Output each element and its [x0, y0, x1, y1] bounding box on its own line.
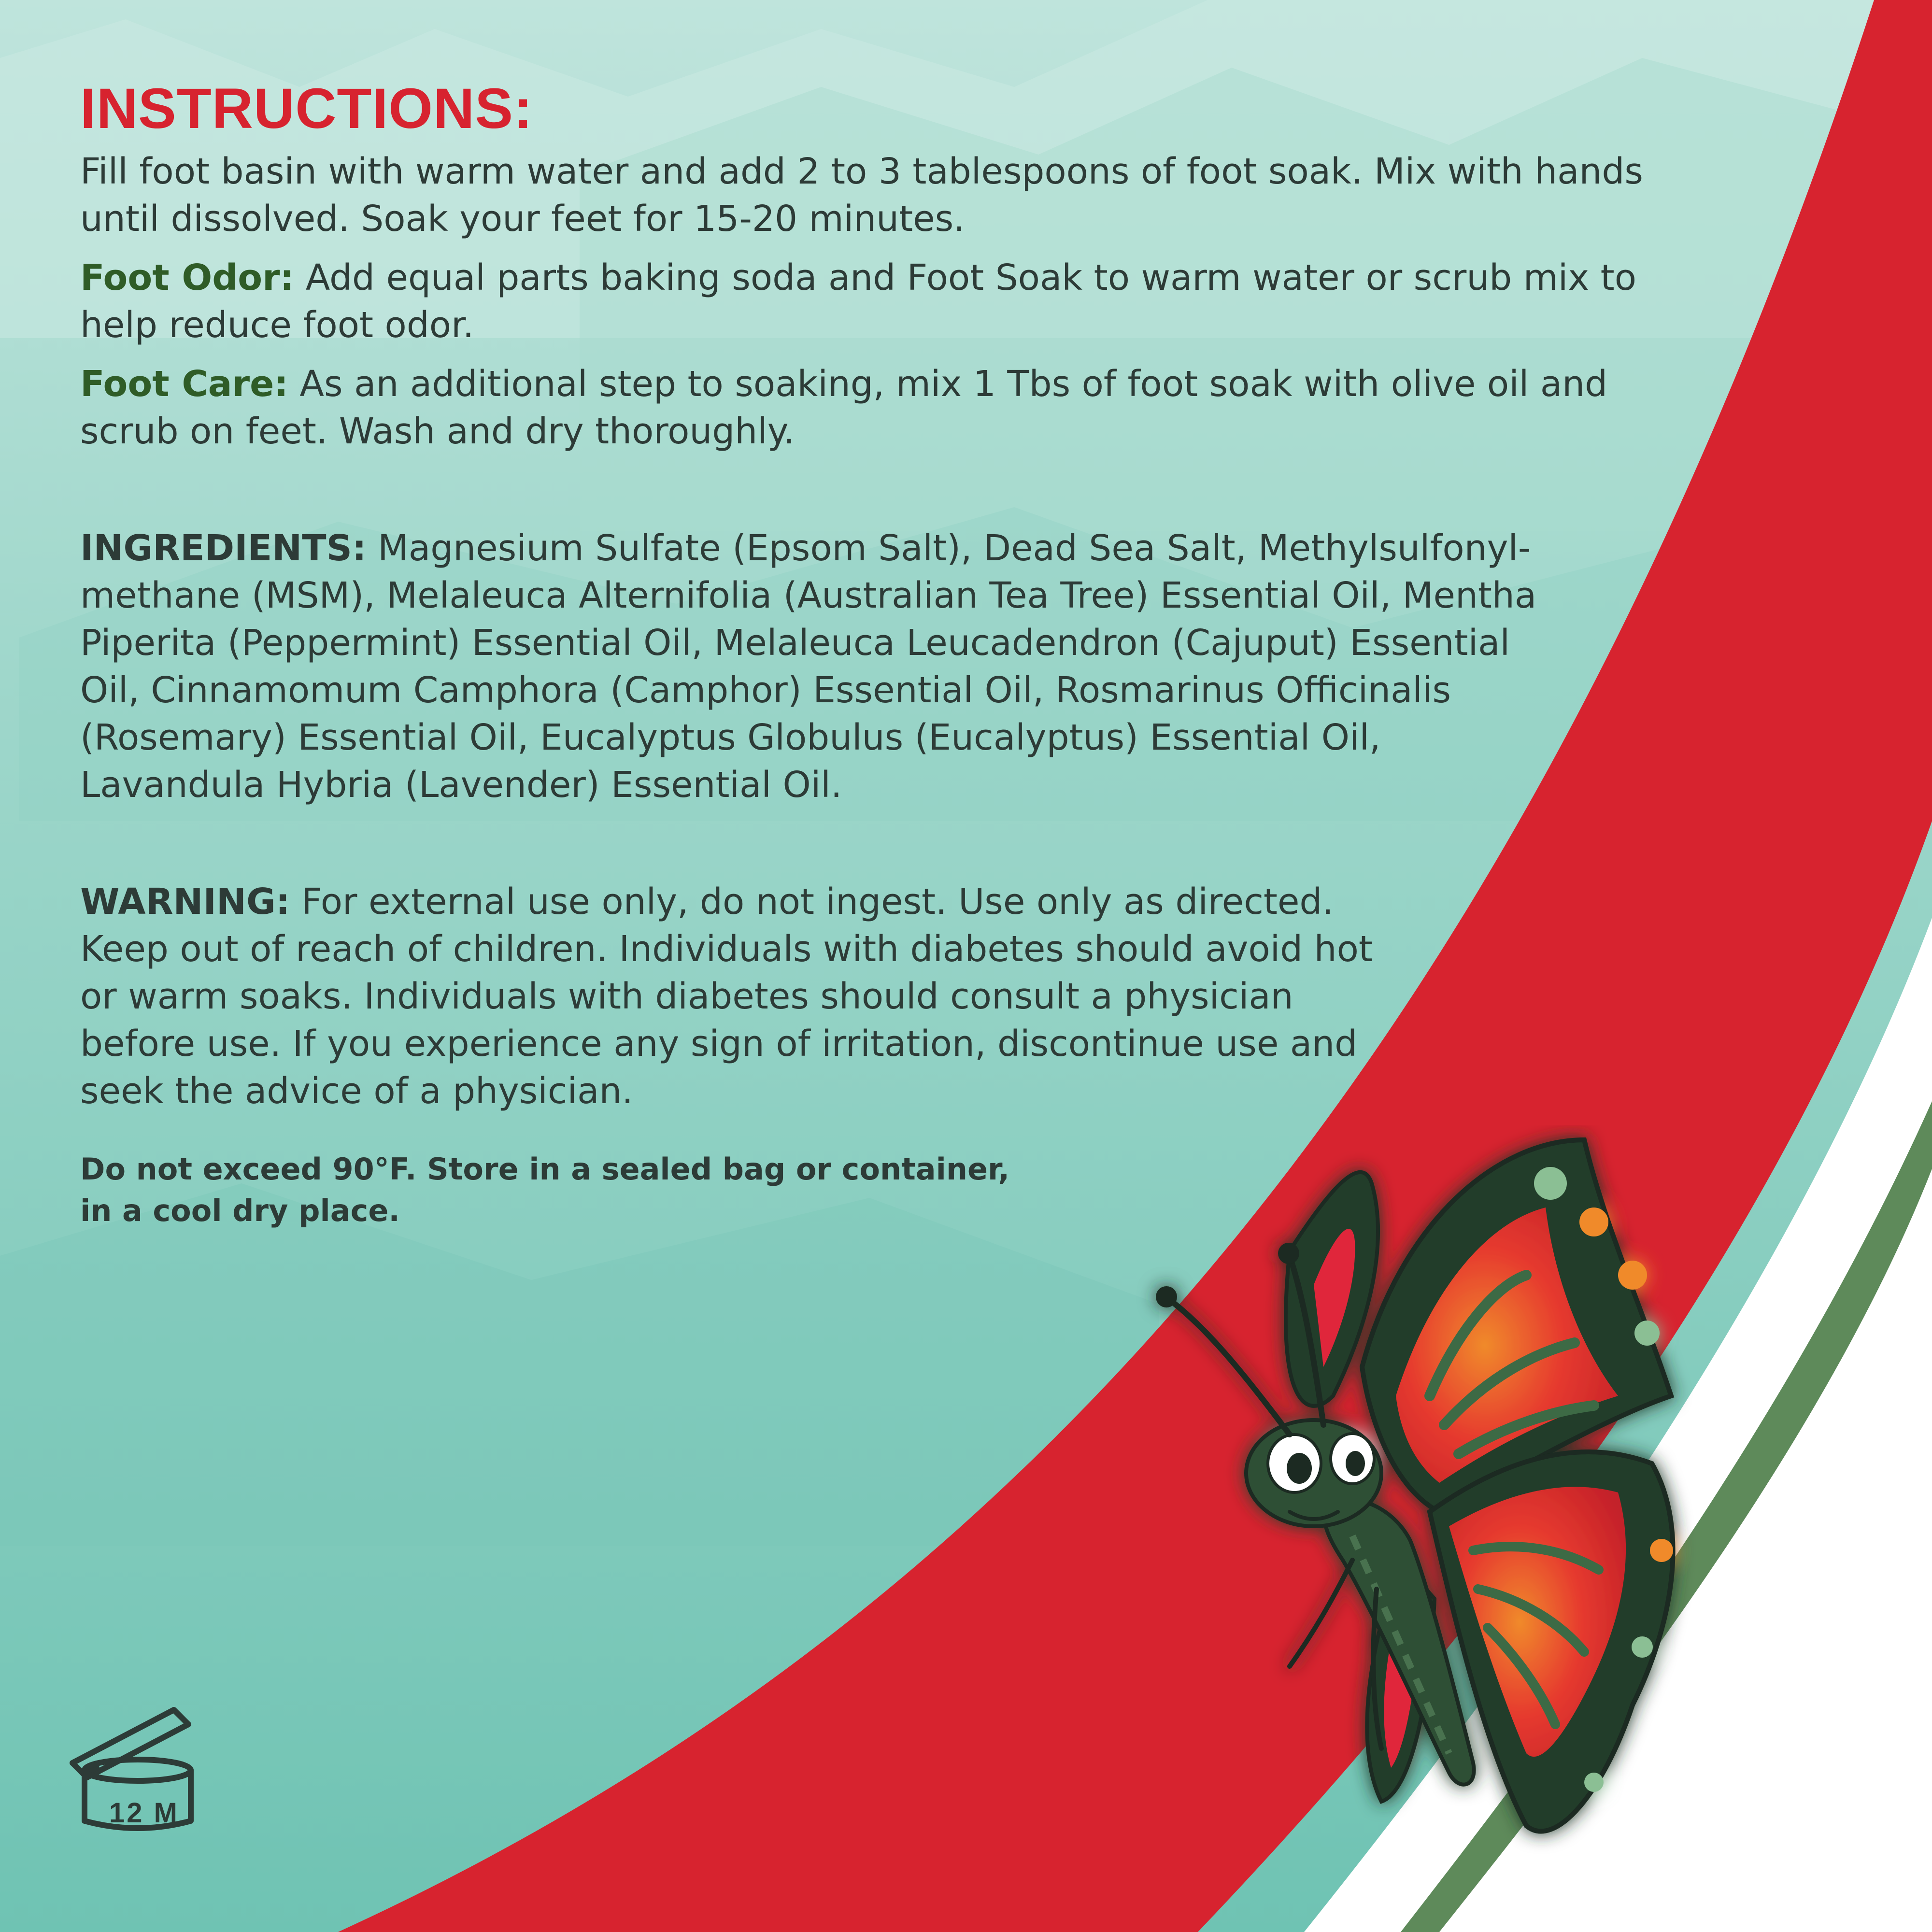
foot-care-paragraph — [80, 360, 1626, 455]
foot-odor-paragraph — [80, 254, 1674, 349]
foot-care-label: Foot Care: — [80, 363, 288, 405]
warning-label: WARNING: — [80, 881, 290, 923]
foot-odor-label: Foot Odor: — [80, 257, 295, 298]
label-text-area — [80, 72, 1722, 1232]
pao-label: 12 M — [109, 1797, 179, 1829]
foot-odor-text: Add equal parts baking soda and Foot Soak to warm water or scrub mix to help reduce foot odor. — [80, 257, 1636, 346]
warning-paragraph — [80, 878, 1384, 1115]
ingredients-paragraph — [80, 525, 1563, 809]
ingredients-label: INGREDIENTS: — [80, 527, 367, 569]
spacer — [80, 820, 1722, 878]
instructions-heading: INSTRUCTIONS: — [80, 77, 533, 141]
storage-line-2: in a cool dry place. — [80, 1193, 400, 1228]
spacer — [80, 467, 1722, 525]
butterfly-illustration — [1063, 1125, 1700, 1869]
warning-text: For external use only, do not ingest. Use only as directed. Keep out of reach of children. Individuals with diabetes should avoid hot or warm soaks. Individuals with diabetes should consult a physician before use. If you experience any sign of irritation, discontinue use and seek the advice of a physician. — [80, 881, 1373, 1112]
storage-line-1: Do not exceed 90°F. Store in a sealed bag or container, — [80, 1151, 1010, 1187]
instructions-intro-text: Fill foot basin with warm water and add 2 to 3 tablespoons of foot soak. Mix with hands until dissolved. Soak your feet for 15-20 minutes. — [80, 151, 1643, 240]
ingredients-text: Magnesium Sulfate (Epsom Salt), Dead Sea Salt, Methylsulfonyl-methane (MSM), Melaleuca Alternifolia (Australian Tea Tree) Essential Oil, Mentha Piperita (Peppermint) Essential Oil, Melaleuca Leucadendron (Cajuput) Essential Oil, Cinnamomum Camphora (Camphor) Essential Oil, Rosmarinus Officinalis (Rosemary) Essential Oil, Eucalyptus Globulus (Eucalyptus) Essential Oil, Lavandula Hybria (Lavender) Essential Oil. — [80, 527, 1537, 806]
foot-care-text: As an additional step to soaking, mix 1 Tbs of foot soak with olive oil and scrub on feet. Wash and dry thoroughly. — [80, 363, 1608, 452]
instructions-intro — [80, 148, 1698, 242]
